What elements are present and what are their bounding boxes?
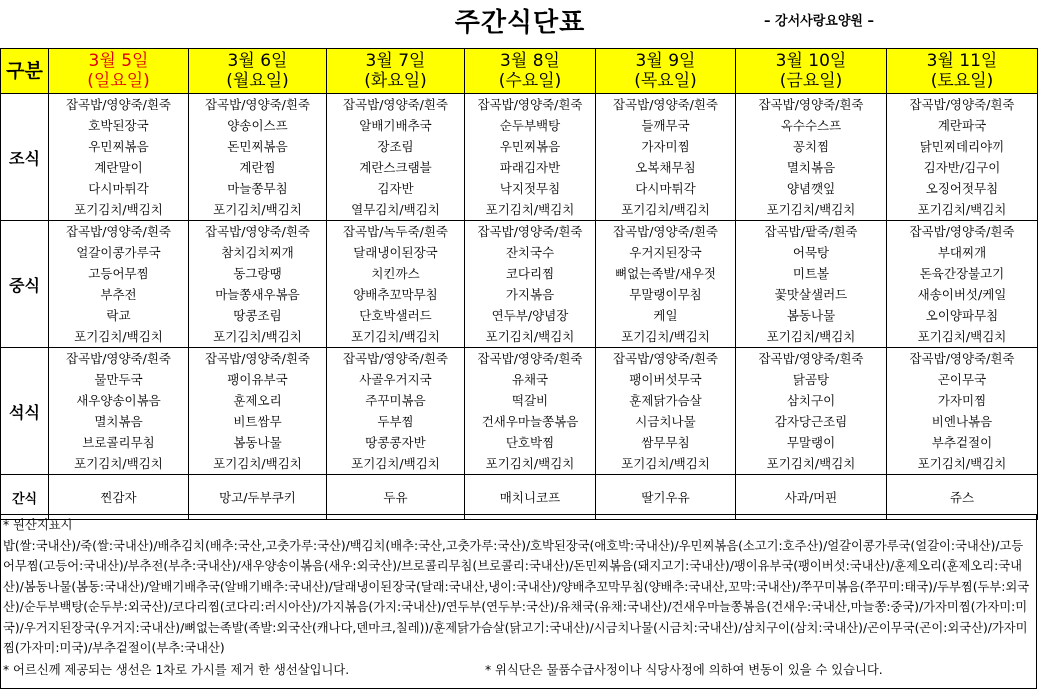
menu-item: 오이양파무침 (925, 308, 999, 323)
snack-item: 매치니코프 (465, 475, 596, 520)
menu-item: 비엔나볶음 (931, 414, 993, 429)
menu-item: 팽이유부국 (227, 372, 288, 387)
menu-item: 무말랭이무침 (629, 287, 702, 302)
menu-item: 잡곡밥/영양죽/흰죽 (204, 351, 311, 366)
menu-item: 땅콩콩자반 (365, 435, 426, 450)
menu-cell (465, 348, 596, 475)
menu-cell (189, 348, 327, 475)
snack-item: 딸기우유 (596, 475, 736, 520)
day-weekday: (월요일) (226, 71, 289, 91)
menu-item: 비트쌈무 (233, 414, 282, 429)
menu-item: 잡곡밥/영양죽/흰죽 (477, 97, 583, 112)
menu-item: 호박된장국 (88, 118, 149, 133)
menu-item: 김자반/김구이 (923, 160, 1001, 175)
menu-item: 포기김치/백김치 (213, 456, 302, 471)
menu-item: 땅콩조림 (233, 308, 282, 323)
menu-item: 알배기배추국 (359, 118, 432, 133)
menu-item: 계란파국 (937, 118, 987, 133)
menu-item: 열무김치/백김치 (351, 202, 440, 217)
menu-cell (189, 221, 327, 348)
meal-label: 중식 (1, 221, 49, 348)
menu-cell (49, 348, 189, 475)
origin-text: 밥(쌀:국내산)/죽(쌀:국내산)/배추김치(배추:국산,고춧가루:국산)/백김치(배추:국산,고춧가루:국산)/호박된장국(애호박:국내산)/우민찌볶음(소고기:호주산)/얼갈이콩가루국(얼갈이:국내산)/고등어무찜(고등어:국내산)/부추전(부추:국내산)/새우양송이볶음(새우:외국산)/브로콜리무침(브로콜리:국내산)/돈민찌볶음(돼지고기:국내산)/팽이유부국(팽이버섯:국내산)/훈제오리(훈제오리:국내산)/봄동나물(봄동:국내산)/알배기배추국(알배기배추:국내산)/달래냉이된장국(달래:국내산,냉이:국내산)/양배추꼬막무침(양배추:국내산,꼬막:국내산)/쭈꾸미볶음(쭈꾸미:태국)/두부찜(두부:외국산)/순두부백탕(순두부:외국산)/코다리찜(코다리:러시아산)/가지볶음(가지:국내산)/연두부(연두부:국산)/유채국(유채:국내산)/건새우마늘쫑볶음(건새우:국내산,마늘쫑:중국)/가자미찜(가자미:미국)/우거지된장국(우거지:국내산)/뼈없는족발(족발:외국산(캐나다,덴마크,칠레))/훈제닭가슴살(닭고기:국내산)/시금치나물(시금치:국내산)/삼치구이(삼치:국내산)/곤이무국(곤이:외국산)/가자미찜(가자미:미국)/부추겉절이(부추:국내산) (3, 538, 1030, 655)
menu-item: 우민찌볶음 (499, 139, 561, 154)
menu-cell (887, 221, 1038, 348)
day-header (49, 49, 189, 94)
menu-item: 잡곡밥/영양죽/흰죽 (204, 224, 311, 239)
menu-item: 잡곡밥/영양죽/흰죽 (612, 351, 719, 366)
day-date: 3월 10일 (775, 51, 847, 71)
menu-item: 잡곡밥/팥죽/흰죽 (764, 224, 858, 239)
menu-item: 오징어젓무침 (925, 181, 999, 196)
menu-item: 잡곡밥/영양죽/흰죽 (477, 224, 583, 239)
meal-row (1, 348, 1038, 475)
menu-item: 단호박샐러드 (359, 308, 432, 323)
menu-item: 다시마튀각 (88, 181, 149, 196)
menu-item: 고등어무찜 (88, 266, 149, 281)
menu-item: 달래냉이된장국 (353, 245, 438, 260)
menu-item: 꽁치찜 (792, 139, 830, 154)
menu-item: 브로콜리무침 (82, 435, 155, 450)
title-area (0, 0, 1040, 48)
menu-item: 새우양송이볶음 (76, 393, 161, 408)
day-date: 3월 8일 (500, 51, 560, 71)
menu-cell (189, 94, 327, 221)
menu-item: 포기김치/백김치 (213, 202, 302, 217)
menu-cell (49, 94, 189, 221)
menu-cell (465, 94, 596, 221)
menu-item: 잡곡밥/영양죽/흰죽 (65, 97, 172, 112)
menu-item: 잡곡밥/영양죽/흰죽 (477, 351, 583, 366)
menu-item: 포기김치/백김치 (485, 456, 575, 471)
menu-item: 잡곡밥/영양죽/흰죽 (65, 224, 172, 239)
day-date: 3월 6일 (227, 51, 288, 71)
menu-item: 가자미찜 (937, 393, 987, 408)
weekly-menu-table (0, 48, 1038, 520)
menu-item: 유채국 (511, 372, 549, 387)
menu-cell (736, 94, 887, 221)
menu-item: 옥수수스프 (780, 118, 842, 133)
menu-item: 훈제닭가슴살 (629, 393, 702, 408)
meal-label: 석식 (1, 348, 49, 475)
menu-item: 가자미찜 (641, 139, 690, 154)
menu-item: 포기김치/백김치 (766, 456, 856, 471)
menu-cell (327, 221, 465, 348)
menu-item: 시금치나물 (635, 414, 696, 429)
day-date: 3월 7일 (365, 51, 426, 71)
snack-item: 사과/머핀 (736, 475, 887, 520)
menu-item: 포기김치/백김치 (766, 329, 856, 344)
menu-item: 포기김치/백김치 (74, 202, 163, 217)
menu-item: 포기김치/백김치 (74, 329, 163, 344)
meal-label: 조식 (1, 94, 49, 221)
meal-row (1, 221, 1038, 348)
menu-item: 삼치구이 (786, 393, 836, 408)
menu-item: 봄동나물 (233, 435, 282, 450)
menu-item: 락교 (106, 308, 131, 323)
menu-item: 낙지젓무침 (499, 181, 561, 196)
menu-item: 팽이버섯무국 (629, 372, 702, 387)
snack-item: 두유 (327, 475, 465, 520)
day-header (189, 49, 327, 94)
menu-item: 포기김치/백김치 (621, 202, 710, 217)
menu-item: 양념깻잎 (786, 181, 836, 196)
day-weekday: (화요일) (364, 71, 427, 91)
menu-item: 새송이버섯/케일 (917, 287, 1007, 302)
snack-item: 망고/두부쿠키 (189, 475, 327, 520)
menu-item: 물만두국 (94, 372, 143, 387)
menu-item: 양송이스프 (227, 118, 288, 133)
menu-cell (596, 221, 736, 348)
menu-item: 케일 (653, 308, 678, 323)
menu-item: 잡곡밥/영양죽/흰죽 (65, 351, 172, 366)
menu-item: 잡곡밥/영양죽/흰죽 (342, 351, 449, 366)
footnotes (3, 660, 1033, 681)
menu-item: 포기김치/백김치 (213, 329, 302, 344)
menu-item: 돈민찌볶음 (227, 139, 288, 154)
menu-item: 잡곡밥/영양죽/흰죽 (612, 224, 719, 239)
menu-item: 단호박찜 (505, 435, 555, 450)
meal-row (1, 94, 1038, 221)
origin-heading: * 원산지표시 (3, 518, 73, 532)
menu-item: 연두부/양념장 (491, 308, 569, 323)
menu-item: 계란말이 (94, 160, 143, 175)
menu-item: 잡곡밥/영양죽/흰죽 (204, 97, 311, 112)
menu-item: 가지볶음 (505, 287, 555, 302)
facility-name: – 강서사랑요양원 – (764, 14, 874, 29)
header-label: 구분 (1, 49, 49, 94)
menu-item: 훈제오리 (233, 393, 282, 408)
notes-section (0, 514, 1037, 689)
menu-item: 파래김자반 (499, 160, 561, 175)
snack-label: 간식 (1, 475, 49, 520)
menu-item: 우민찌볶음 (88, 139, 149, 154)
menu-cell (465, 221, 596, 348)
menu-item: 감자당근조림 (774, 414, 848, 429)
header-row (1, 49, 1038, 94)
day-weekday: (수요일) (498, 71, 562, 91)
menu-item: 사골우거지국 (359, 372, 432, 387)
menu-item: 포기김치/백김치 (621, 456, 710, 471)
menu-item: 주꾸미볶음 (365, 393, 426, 408)
menu-item: 봄동나물 (786, 308, 836, 323)
footnote-change: * 위식단은 물품수급사정이나 식당사정에 의하여 변동이 있을 수 있습니다. (485, 663, 883, 677)
menu-item: 부대찌개 (937, 245, 987, 260)
menu-item: 부추전 (100, 287, 137, 302)
menu-item: 어묵탕 (792, 245, 830, 260)
menu-item: 들깨무국 (641, 118, 690, 133)
day-date: 3월 5일 (88, 51, 149, 71)
snack-item: 쥬스 (887, 475, 1038, 520)
menu-item: 포기김치/백김치 (351, 456, 440, 471)
snack-row (1, 475, 1038, 520)
day-header (327, 49, 465, 94)
menu-item: 포기김치/백김치 (485, 329, 575, 344)
snack-item: 찐감자 (49, 475, 189, 520)
menu-item: 멸치볶음 (786, 160, 836, 175)
menu-item: 잡곡밥/영양죽/흰죽 (909, 224, 1015, 239)
menu-item: 우거지된장국 (629, 245, 702, 260)
menu-item: 쌈무무침 (641, 435, 690, 450)
menu-item: 잡곡밥/영양죽/흰죽 (758, 97, 864, 112)
day-header (887, 49, 1038, 94)
day-header (596, 49, 736, 94)
menu-cell (736, 221, 887, 348)
menu-item: 곤이무국 (937, 372, 987, 387)
menu-item: 포기김치/백김치 (621, 329, 710, 344)
menu-item: 계란찜 (239, 160, 276, 175)
menu-item: 포기김치/백김치 (485, 202, 575, 217)
menu-item: 포기김치/백김치 (351, 329, 440, 344)
menu-item: 잡곡밥/영양죽/흰죽 (758, 351, 864, 366)
menu-item: 닭곰탕 (792, 372, 830, 387)
menu-cell (49, 221, 189, 348)
menu-item: 치킨까스 (371, 266, 420, 281)
menu-item: 잡곡밥/영양죽/흰죽 (909, 97, 1015, 112)
menu-item: 포기김치/백김치 (74, 456, 163, 471)
menu-item: 마늘쫑새우볶음 (215, 287, 300, 302)
menu-item: 동그랑땡 (233, 266, 282, 281)
menu-item: 떡갈비 (511, 393, 549, 408)
menu-item: 뼈없는족발/새우젓 (615, 266, 716, 281)
menu-item: 순두부백탕 (499, 118, 561, 133)
footnote-fish: * 어르신께 제공되는 생선은 1차로 가시를 제거 한 생선살입니다. (3, 663, 350, 677)
menu-item: 양배추꼬막무침 (353, 287, 438, 302)
menu-item: 무말랭이 (786, 435, 836, 450)
day-header (465, 49, 596, 94)
menu-item: 멸치볶음 (94, 414, 143, 429)
menu-item: 꽃맛살샐러드 (774, 287, 848, 302)
menu-item: 잡곡밥/영양죽/흰죽 (342, 97, 449, 112)
menu-item: 잡곡밥/녹두죽/흰죽 (342, 224, 449, 239)
menu-item: 코다리찜 (505, 266, 555, 281)
menu-item: 마늘쫑무침 (227, 181, 288, 196)
day-header (736, 49, 887, 94)
menu-item: 잡곡밥/영양죽/흰죽 (909, 351, 1015, 366)
menu-item: 포기김치/백김치 (766, 202, 856, 217)
day-date: 3월 11일 (926, 51, 998, 71)
day-date: 3월 9일 (635, 51, 696, 71)
menu-cell (327, 94, 465, 221)
menu-cell (596, 348, 736, 475)
menu-item: 포기김치/백김치 (917, 456, 1007, 471)
menu-cell (736, 348, 887, 475)
menu-cell (887, 348, 1038, 475)
menu-item: 포기김치/백김치 (917, 329, 1007, 344)
day-weekday: (토요일) (930, 71, 994, 91)
menu-item: 닭민찌데리야끼 (919, 139, 1005, 154)
menu-item: 두부찜 (377, 414, 414, 429)
day-weekday: (금요일) (779, 71, 843, 91)
menu-item: 포기김치/백김치 (917, 202, 1007, 217)
menu-item: 미트볼 (792, 266, 830, 281)
menu-item: 부추겉절이 (931, 435, 993, 450)
menu-item: 잡곡밥/영양죽/흰죽 (612, 97, 719, 112)
menu-item: 김자반 (377, 181, 414, 196)
menu-item: 참치김치찌개 (221, 245, 294, 260)
day-weekday: (일요일) (87, 71, 150, 91)
menu-cell (327, 348, 465, 475)
menu-item: 계란스크램블 (359, 160, 432, 175)
menu-item: 건새우마늘쫑볶음 (481, 414, 579, 429)
menu-item: 돈육간장불고기 (919, 266, 1005, 281)
menu-cell (596, 94, 736, 221)
day-weekday: (목요일) (634, 71, 697, 91)
menu-item: 얼갈이콩가루국 (76, 245, 161, 260)
menu-item: 장조림 (377, 139, 414, 154)
menu-item: 잔치국수 (505, 245, 555, 260)
menu-item: 다시마튀각 (635, 181, 696, 196)
menu-cell (887, 94, 1038, 221)
menu-item: 오복채무침 (635, 160, 696, 175)
page-title: 주간식단표 (454, 8, 586, 38)
